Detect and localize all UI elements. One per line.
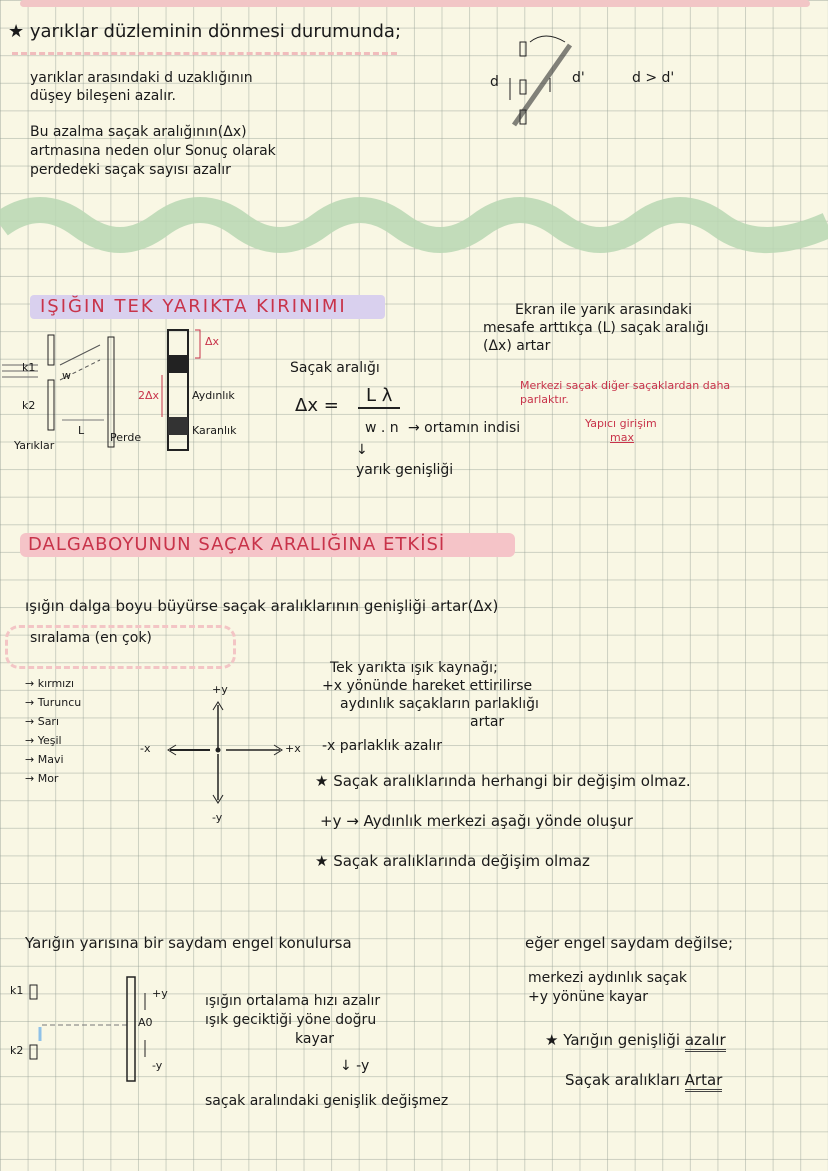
section3-title: DALGABOYUNUN SAÇAK ARALIĞINA ETKİSİ [28, 534, 446, 555]
list-item: → Sarı [25, 715, 60, 728]
down-arrow: ↓ [356, 442, 368, 458]
underlined-word: Artar [685, 1071, 723, 1092]
center-label: A0 [138, 1016, 153, 1029]
text-line: saçak aralındaki genişlik değişmez [205, 1093, 449, 1109]
underlined-word: azalır [685, 1031, 726, 1052]
text-line: perdedeki saçak sayısı azalır [30, 162, 231, 178]
text-part: ★ Yarığın genişliği [545, 1031, 681, 1049]
axis-cross-diagram [150, 690, 300, 830]
w-label: w [62, 369, 71, 382]
ordering-label: sıralama (en çok) [30, 630, 152, 646]
k1-label: k1 [10, 984, 24, 997]
axis-label-px: +x [285, 742, 301, 755]
ny-label: -y [152, 1059, 163, 1072]
top-highlight-band [20, 0, 810, 7]
green-wavy-divider [0, 190, 828, 252]
text-line: Ekran ile yarık arasındaki [515, 302, 692, 318]
k1-label: k1 [22, 361, 36, 374]
text-line: aydınlık saçakların parlaklığı [340, 696, 539, 712]
red-note: max [610, 431, 634, 444]
list-item: → Yeşil [25, 734, 62, 747]
d-prime-label: d' [572, 70, 585, 86]
text-line [565, 1072, 722, 1089]
list-item: → kırmızı [25, 677, 75, 690]
formula-label: Saçak aralığı [290, 360, 380, 376]
text-line [545, 1032, 726, 1049]
text-line: kayar [295, 1031, 335, 1047]
list-item: → Turuncu [25, 696, 82, 709]
axis-label-nx: -x [140, 742, 151, 755]
L-label: L [78, 424, 85, 437]
k2-label: k2 [10, 1044, 24, 1057]
text-line: (Δx) artar [483, 338, 551, 354]
two-dx-label: 2Δx [138, 389, 160, 402]
list-item: → Mavi [25, 753, 64, 766]
slits-label: Yarıklar [14, 439, 55, 452]
screen-label: Perde [110, 431, 142, 444]
text-line: ışık geciktiği yöne doğru [205, 1012, 377, 1028]
index-note: → ortamın indisi [408, 420, 521, 436]
text-line: artmasına neden olur Sonuç olarak [30, 143, 276, 159]
text-line: -x parlaklık azalır [322, 738, 442, 754]
formula-numerator: L λ [358, 386, 400, 409]
text-line: Bu azalma saçak aralığının(Δx) [30, 124, 247, 140]
k2-label: k2 [22, 399, 36, 412]
pink-dashed-divider [12, 52, 397, 55]
width-note: yarık genişliği [356, 462, 454, 478]
statement: ışığın dalga boyu büyürse saçak aralıklarının genişliği artar(Δx) [25, 597, 499, 615]
list-item: → Mor [25, 772, 59, 785]
d-label: d [490, 74, 499, 90]
text-line: ★ Saçak aralıklarında herhangi bir değişim olmaz. [315, 772, 691, 790]
red-note: Merkezi saçak diğer saçaklardan daha [520, 379, 731, 392]
text-line: düşey bileşeni azalır. [30, 88, 177, 104]
py-label: +y [152, 987, 168, 1000]
text-line: +y yönüne kayar [528, 989, 649, 1005]
text-line: yarıklar arasındaki d uzaklığının [30, 70, 253, 86]
section2-title: IŞIĞIN TEK YARIKTA KIRINIMI [40, 296, 347, 317]
text-part: Saçak aralıkları [565, 1071, 680, 1089]
text-line: Tek yarıkta ışık kaynağı; [330, 660, 498, 676]
d-relation: d > d' [632, 70, 675, 86]
text-line: merkezi aydınlık saçak [528, 970, 688, 986]
axis-label-py: +y [212, 683, 228, 696]
bright-label: Aydınlık [192, 389, 235, 402]
red-note: parlaktır. [520, 393, 569, 406]
formula-lhs: Δx = [295, 395, 339, 416]
text-line: +x yönünde hareket ettirilirse [322, 678, 533, 694]
text-line: ışığın ortalama hızı azalır [205, 993, 381, 1009]
text-line: artar [470, 714, 505, 730]
text-line: +y → Aydınlık merkezi aşağı yönde oluşur [320, 812, 633, 830]
text-line: mesafe arttıkça (L) saçak aralığı [483, 320, 709, 336]
section4-right-title: eğer engel saydam değilse; [525, 934, 734, 952]
dx-label: Δx [205, 335, 220, 348]
text-line: ★ Saçak aralıklarında değişim olmaz [315, 852, 590, 870]
formula-denominator: w . n [365, 420, 399, 436]
axis-label-ny: -y [212, 811, 223, 824]
red-note: Yapıcı girişim [585, 417, 657, 430]
section1-title: ★ yarıklar düzleminin dönmesi durumunda; [8, 21, 402, 42]
text-line: ↓ -y [340, 1058, 370, 1074]
dark-label: Karanlık [192, 424, 237, 437]
section4-left-title: Yarığın yarısına bir saydam engel konulursa [25, 934, 352, 952]
